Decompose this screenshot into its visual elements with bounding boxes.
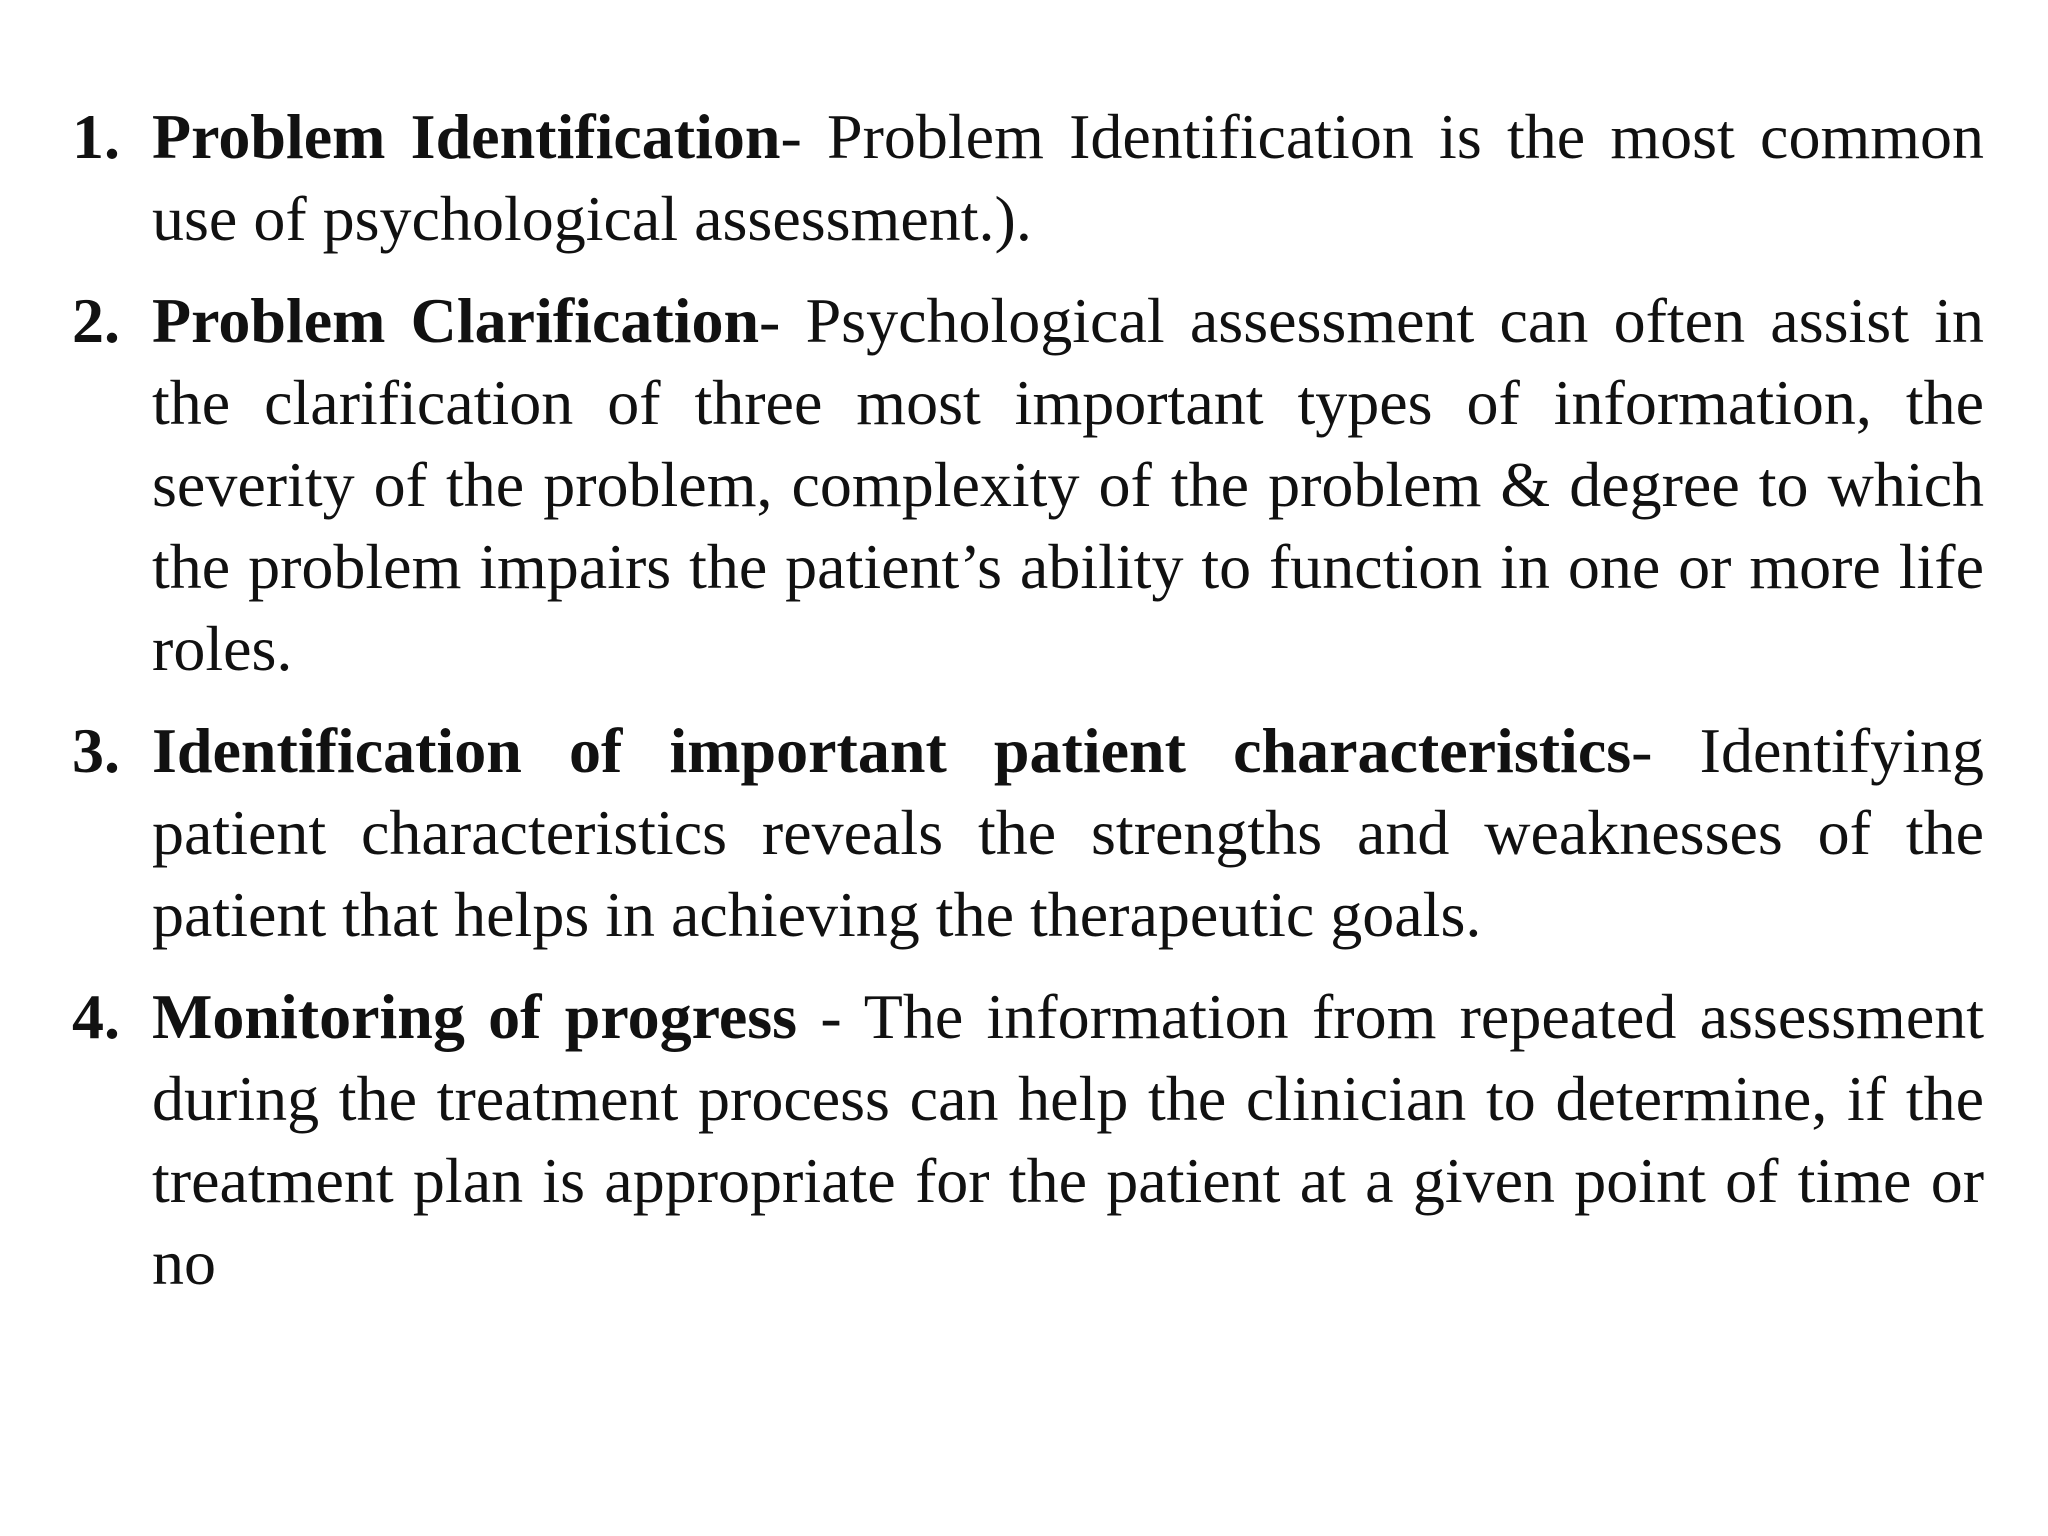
- list-item-text: - The information from repeated assessment during the treatment process can help the clinician to determine, if the treatment plan is appropriate for the patient at a given point of time or no: [152, 981, 1985, 1298]
- list-item-number: 2.: [72, 285, 120, 356]
- numbered-list: [72, 96, 1984, 1324]
- list-item: [72, 96, 1984, 260]
- list-item: [72, 710, 1984, 956]
- list-item: [72, 280, 1984, 690]
- list-item-term: Identification of important patient characteristics: [152, 715, 1632, 786]
- list-item-number: 3.: [72, 715, 120, 786]
- list-item-text: - Identifying patient characteristics reveals the strengths and weaknesses of the patient that helps in achieving the therapeutic goals.: [152, 715, 1985, 950]
- list-item-term: Monitoring of progress: [152, 981, 798, 1052]
- list-item-term: Problem Identification: [152, 101, 781, 172]
- list-item-number: 4.: [72, 981, 120, 1052]
- list-item-number: 1.: [72, 101, 120, 172]
- list-item-term: Problem Clarification: [152, 285, 760, 356]
- list-item-text: - Psychological assessment can often assist in the clarification of three most important types of information, the severity of the problem, complexity of the problem & degree to which the problem impairs the patient’s ability to function in one or more life roles.: [152, 285, 1985, 684]
- list-item: [72, 976, 1984, 1304]
- list-item-text: - Problem Identification is the most common use of psychological assessment.).: [152, 101, 1984, 254]
